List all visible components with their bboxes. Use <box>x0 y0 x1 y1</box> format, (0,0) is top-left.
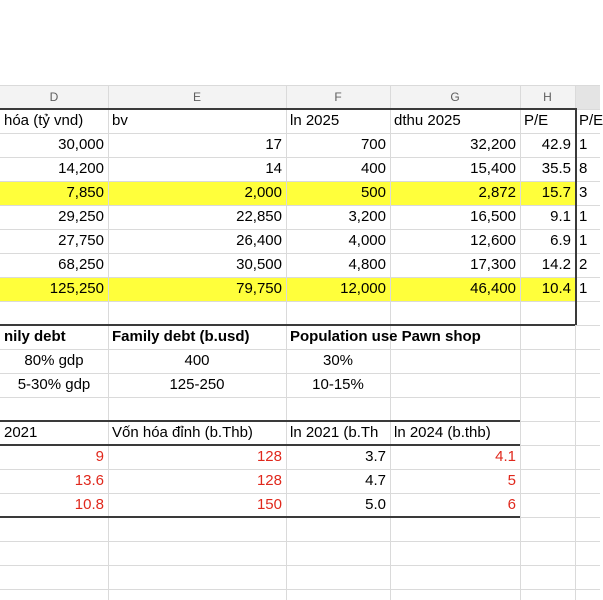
cell[interactable]: Vốn hóa đỉnh (b.Thb) <box>112 424 253 441</box>
cell[interactable]: 13.6 <box>74 472 104 489</box>
cell[interactable]: 4.1 <box>495 448 516 465</box>
cell[interactable]: 1 <box>579 208 588 225</box>
cell[interactable]: 26,400 <box>236 232 282 249</box>
cell[interactable]: 30% <box>322 352 354 369</box>
cell[interactable]: 1 <box>579 232 588 249</box>
gridline <box>0 541 600 542</box>
cell[interactable]: 400 <box>360 160 386 177</box>
gridline <box>0 301 600 302</box>
cell[interactable]: 10.4 <box>541 280 571 297</box>
cell[interactable]: Family debt (b.usd) <box>112 328 250 345</box>
cell[interactable]: 128 <box>256 472 282 489</box>
column-header-f[interactable]: F <box>334 90 342 104</box>
cell[interactable]: 35.5 <box>541 160 571 177</box>
cell[interactable]: 4,000 <box>348 232 386 249</box>
cell[interactable]: 2 <box>579 256 588 273</box>
cell[interactable]: 5.0 <box>365 496 386 513</box>
cell[interactable]: 3.7 <box>365 448 386 465</box>
cell[interactable]: 1 <box>579 280 588 297</box>
gridline <box>0 589 600 590</box>
cell[interactable]: 79,750 <box>236 280 282 297</box>
cell[interactable]: 12,600 <box>470 232 516 249</box>
cell[interactable]: 10.8 <box>74 496 104 513</box>
cell[interactable]: 9 <box>95 448 104 465</box>
cell[interactable]: 6 <box>507 496 516 513</box>
cell[interactable]: 80% gdp <box>24 352 84 369</box>
cell[interactable]: bv <box>112 112 128 129</box>
cell[interactable]: nily debt <box>4 328 66 345</box>
cell[interactable]: 17 <box>265 136 282 153</box>
column-header-h[interactable]: H <box>543 90 552 104</box>
cell[interactable]: ln 2021 (b.Th <box>290 424 379 441</box>
cell[interactable]: P/E <box>579 112 603 129</box>
cell[interactable]: 3,200 <box>348 208 386 225</box>
cell[interactable]: 17,300 <box>470 256 516 273</box>
gridline <box>0 565 600 566</box>
cell[interactable]: 400 <box>184 352 210 369</box>
cell[interactable]: 10-15% <box>312 376 364 393</box>
cell[interactable]: 16,500 <box>470 208 516 225</box>
cell[interactable]: 2,000 <box>244 184 282 201</box>
cell[interactable]: 150 <box>256 496 282 513</box>
cell[interactable]: 68,250 <box>58 256 104 273</box>
cell[interactable]: 128 <box>256 448 282 465</box>
cell[interactable]: hóa (tỷ vnd) <box>4 112 84 129</box>
cell[interactable]: 29,250 <box>58 208 104 225</box>
cell[interactable]: 4,800 <box>348 256 386 273</box>
cell[interactable]: 42.9 <box>541 136 571 153</box>
cell[interactable]: 6.9 <box>550 232 571 249</box>
cell[interactable]: 2021 <box>4 424 38 441</box>
cell[interactable]: 22,850 <box>236 208 282 225</box>
column-header-e[interactable]: E <box>192 90 201 104</box>
cell[interactable]: P/E <box>524 112 549 129</box>
cell[interactable]: 500 <box>360 184 386 201</box>
cell[interactable]: Population use Pawn shop <box>290 328 481 345</box>
column-header-i[interactable] <box>575 85 600 109</box>
cell[interactable]: 125-250 <box>169 376 225 393</box>
cell[interactable]: 27,750 <box>58 232 104 249</box>
cell[interactable]: 5-30% gdp <box>17 376 91 393</box>
cell[interactable]: 32,200 <box>470 136 516 153</box>
cell[interactable]: 9.1 <box>550 208 571 225</box>
cell[interactable]: 3 <box>579 184 588 201</box>
cell[interactable]: 8 <box>579 160 588 177</box>
cell[interactable]: 700 <box>360 136 386 153</box>
cell[interactable]: 1 <box>579 136 588 153</box>
column-header-d[interactable]: D <box>49 90 59 104</box>
cell[interactable]: 7,850 <box>66 184 104 201</box>
cell[interactable]: 14.2 <box>541 256 571 273</box>
cell[interactable]: dthu 2025 <box>394 112 461 129</box>
cell[interactable]: 30,500 <box>236 256 282 273</box>
cell[interactable]: 14,200 <box>58 160 104 177</box>
cell[interactable]: 12,000 <box>340 280 386 297</box>
gridline <box>0 397 600 398</box>
cell[interactable]: 2,872 <box>478 184 516 201</box>
cell[interactable]: ln 2025 <box>290 112 340 129</box>
cell[interactable]: 30,000 <box>58 136 104 153</box>
cell[interactable]: 15,400 <box>470 160 516 177</box>
cell[interactable]: ln 2024 (b.thb) <box>394 424 491 441</box>
cell[interactable]: 15.7 <box>541 184 571 201</box>
cell[interactable]: 46,400 <box>470 280 516 297</box>
cell[interactable]: 14 <box>265 160 282 177</box>
cell[interactable]: 5 <box>507 472 516 489</box>
column-header-g[interactable]: G <box>450 90 460 104</box>
cell[interactable]: 125,250 <box>49 280 104 297</box>
cell[interactable]: 4.7 <box>365 472 386 489</box>
